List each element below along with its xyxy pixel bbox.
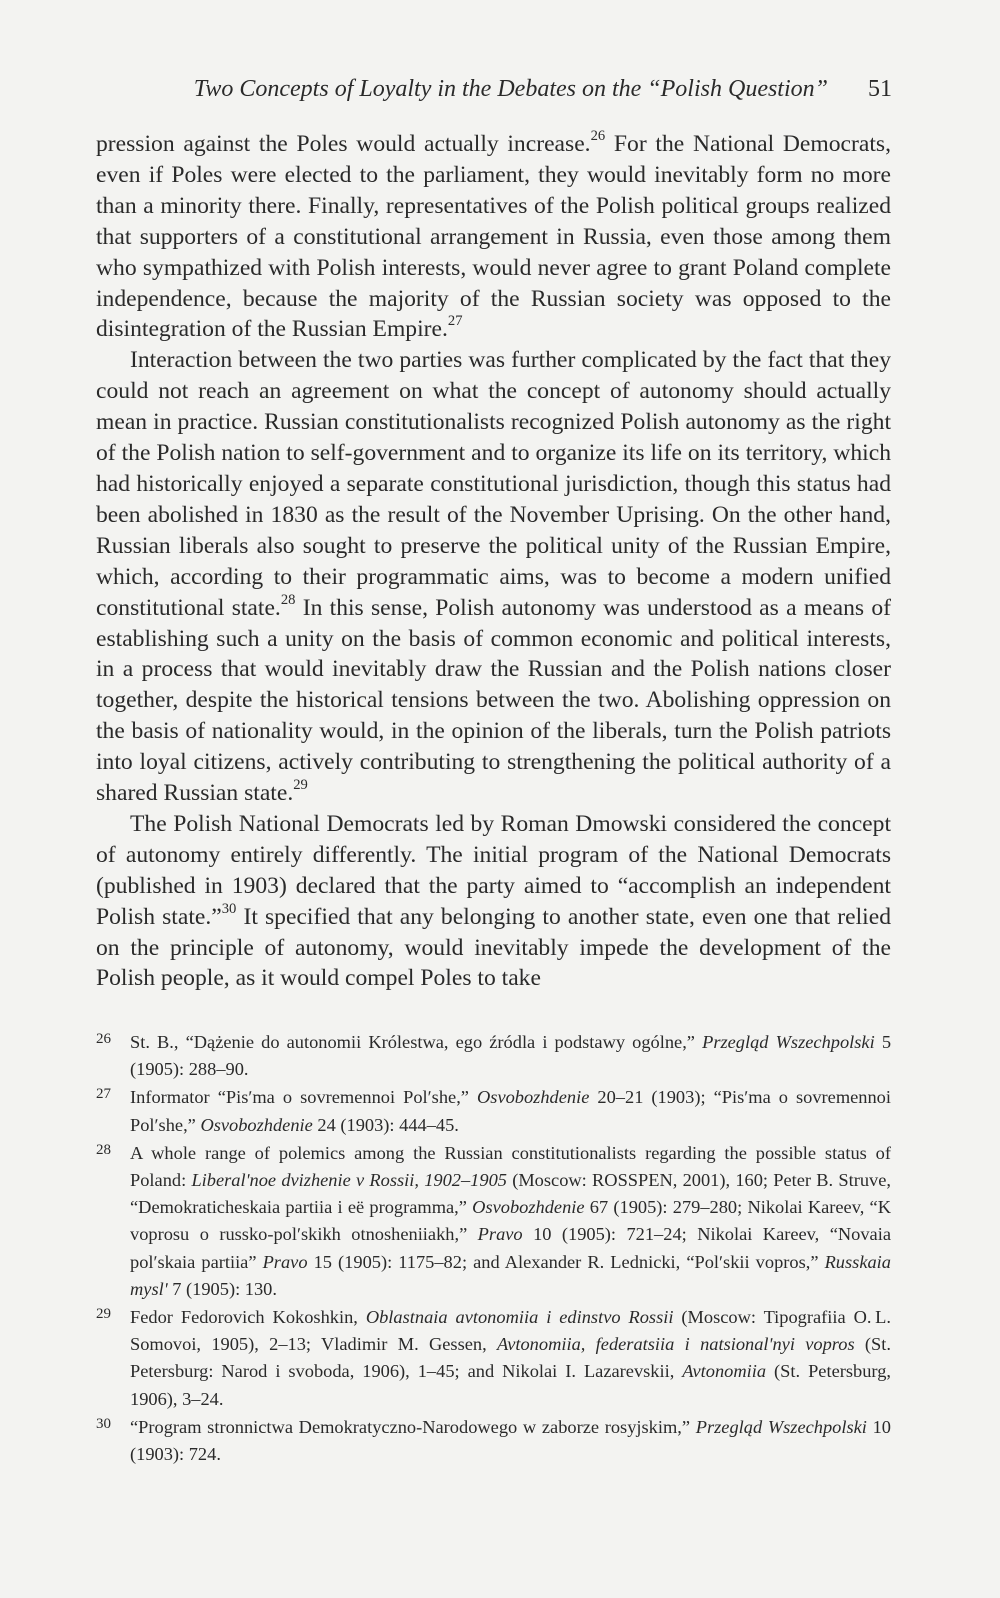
footnote-title: Przegląd Wszechpolski xyxy=(702,1032,875,1052)
footnote-ref-29: 29 xyxy=(293,776,308,793)
footnote-number: 30 xyxy=(96,1415,111,1432)
footnote-text: 5 (1905): 288–90. xyxy=(130,1032,892,1080)
footnote-text: Fedor Fedorovich Kokoshkin, xyxy=(130,1307,366,1328)
footnote-text: 20–21 (1903); “Pisʹma o sovremennoi Polʹshe,” xyxy=(130,1087,891,1135)
running-head xyxy=(96,72,892,106)
footnote-ref-27: 27 xyxy=(447,313,463,330)
paragraph-3-text-b: It specified that any belonging to another state, even one that relied on the principle of autonomy, would inevitably impede the development of the Polish people, as it would compel Poles to take xyxy=(96,903,891,992)
footnote-title: Przegląd Wszechpolski xyxy=(695,1416,867,1437)
footnote-text: 10 (1903): 724. xyxy=(130,1416,891,1465)
paragraph-2-text-b: In this sense, Polish autonomy was understood as a means of establishing such a unity on the basis of common economic and political interests, in a process that would inevitably draw the Russian and the Polish nations closer together, despite the historical tensions between the two. Abolishing oppression on the basis of nationality would, in the opinion of the liberals, turn the Polish patriots into loyal citizens, actively contributing to strengthening the political authority of a shared Russian state. xyxy=(96,594,892,807)
footnote-title: Pravo xyxy=(477,1224,523,1245)
footnote xyxy=(96,1084,891,1138)
footnote-title: Osvobozhdenie xyxy=(472,1197,585,1218)
paragraph-2-text-a: Interaction between the two parties was further complicated by the fact that they could not reach an agreement on what the concept of autonomy should actually mean in practice. Russian constitutionalists recognized Polish autonomy as the right of the Polish nation to self-government and to organize its life on its territory, which had historically enjoyed a separate constitutional jurisdiction, though this status had been abolished in 1830 as the result of the November Uprising. On the other hand, Russian liberals also sought to preserve the political unity of the Russian Empire, which, according to their programmatic aims, was to become a modern unified constitutional state. xyxy=(96,347,891,621)
paragraph-1-text-a: pression against the Poles would actually increase. xyxy=(96,131,591,157)
paragraph-3-text-a: The Polish National Democrats led by Roman Dmowski considered the concept of autonomy entirely differently. The initial program of the National Democrats (published in 1903) declared that the party aimed to “accomplish an independent Polish state.” xyxy=(96,810,891,930)
footnote-text: 10 (1905): 721–24; Nikolai Kareev, “Novaia polʹskaia partiia” xyxy=(130,1224,891,1272)
paragraph-1 xyxy=(96,129,891,345)
footnote-text: Informator “Pisʹma o sovremennoi Polʹshe,” xyxy=(130,1087,477,1108)
footnote-text: (St. Petersburg: Narod i svoboda, 1906), 1–45; and Nikolai I. Lazarevskii, xyxy=(130,1334,891,1382)
footnote-text: 24 (1903): 444–45. xyxy=(312,1114,459,1135)
page-number: 51 xyxy=(868,76,892,102)
footnote-title: Russkaia myslʹ xyxy=(130,1251,891,1299)
footnote-text: St. B., “Dążenie do autonomii Królestwa, ego źródla i podstawy ogólne,” xyxy=(130,1032,703,1052)
footnote xyxy=(96,1140,891,1303)
footnote-ref-26: 26 xyxy=(590,127,606,144)
footnote-text: 7 (1905): 130. xyxy=(167,1278,277,1299)
footnote-text: 67 (1905): 279–280; Nikolai Kareev, “K voprosu o russko-polʹskikh otnosheniiakh,” xyxy=(130,1197,891,1245)
footnote xyxy=(96,1414,891,1468)
footnote-title: Osvobozhdenie xyxy=(477,1087,590,1108)
footnote-title: Liberalʹnoe dvizhenie v Rossii, 1902–1905 xyxy=(191,1170,507,1191)
paragraph-3 xyxy=(96,809,891,994)
footnote-number: 28 xyxy=(96,1141,111,1158)
footnote-title: Osvobozhdenie xyxy=(200,1114,313,1135)
footnote-ref-28: 28 xyxy=(280,591,296,608)
footnote-number: 29 xyxy=(96,1306,111,1323)
footnote-title: Oblastnaia avtonomiia i edinstvo Rossii xyxy=(365,1307,674,1328)
footnote-text: (St. Petersburg, 1906), 3–24. xyxy=(130,1361,891,1409)
footnote-ref-30: 30 xyxy=(221,900,237,917)
footnote-title: Avtonomiia, federatsiia i natsionalʹnyi vopros xyxy=(497,1334,855,1355)
footnote xyxy=(96,1029,891,1083)
footnotes xyxy=(96,1029,891,1468)
footnote-text: “Program stronnictwa Demokratyczno-Narodowego w zaborze rosyjskim,” xyxy=(130,1416,696,1437)
footnote xyxy=(96,1304,891,1413)
footnote-text: A whole range of polemics among the Russian constitutionalists regarding the possible status of Poland: xyxy=(130,1142,891,1191)
footnote-number: 26 xyxy=(96,1031,111,1047)
footnote-text: (Moscow: Tipografiia O. L. Somovoi, 1905), 2–13; Vladimir M. Gessen, xyxy=(130,1307,891,1355)
paragraph-1-text-b: For the National Democrats, even if Poles were elected to the parliament, they would inevitably form no more than a minority there. Finally, representatives of the Polish political groups realized that supporters of a constitutional arrangement in Russia, even those among them who sympathized with Polish interests, would never agree to grant Poland complete independence, because the majority of the Russian society was opposed to the disintegration of the Russian Empire. xyxy=(96,131,891,343)
footnote-number: 27 xyxy=(96,1086,111,1103)
footnote-title: Avtonomiia xyxy=(682,1361,767,1382)
body-text xyxy=(96,129,891,994)
footnote-text: (Moscow: ROSSPEN, 2001), 160; Peter B. Struve, “Demokraticheskaia partiia i eë programma,” xyxy=(130,1170,892,1218)
footnote-title: Pravo xyxy=(262,1251,308,1272)
running-head-title: Two Concepts of Loyalty in the Debates on the “Polish Question” xyxy=(193,76,828,102)
paragraph-2 xyxy=(96,345,891,809)
footnote-text: 15 (1905): 1175–82; and Alexander R. Lednicki, “Polʹskii vopros,” xyxy=(307,1251,825,1272)
